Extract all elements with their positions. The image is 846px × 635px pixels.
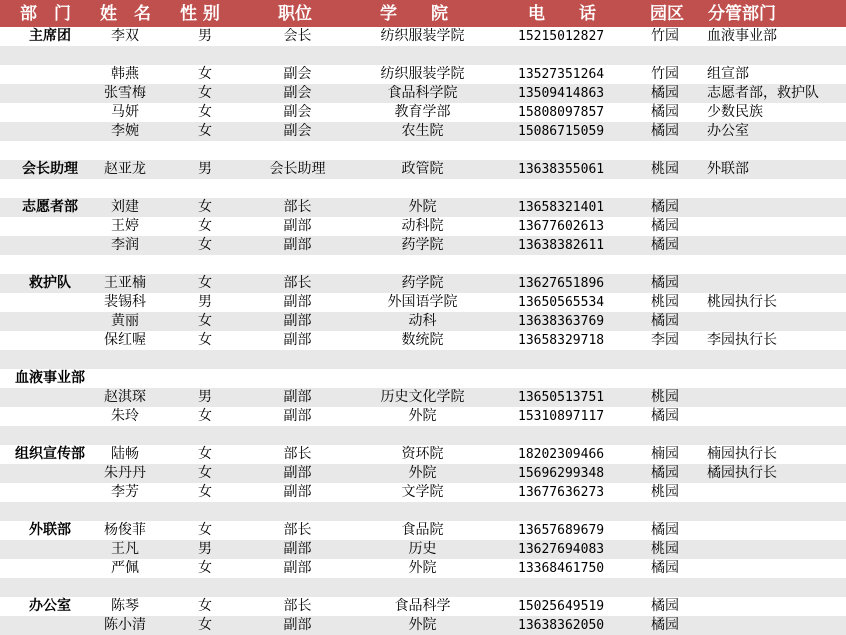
college-cell[interactable]: 食品科学	[394, 598, 451, 614]
phone-cell[interactable]: 13658321401	[518, 200, 605, 215]
title-cell[interactable]	[250, 255, 345, 274]
table-row	[0, 274, 846, 293]
charge-cell[interactable]	[707, 312, 846, 331]
charge-cell[interactable]: 楠园执行长	[707, 446, 777, 462]
table-row	[0, 464, 846, 483]
phone-cell[interactable]: 13638362050	[518, 618, 605, 633]
table-row	[0, 217, 846, 236]
campus-cell[interactable]: 橘园	[651, 275, 679, 291]
table-row	[0, 179, 846, 198]
phone-cell[interactable]: 13677602613	[518, 219, 605, 234]
header-campus[interactable]: 园区	[650, 4, 684, 24]
campus-cell[interactable]: 桃园	[651, 541, 679, 557]
gender-cell[interactable]: 男	[198, 294, 212, 310]
title-cell[interactable]: 副会	[283, 66, 312, 82]
charge-cell[interactable]	[707, 559, 846, 578]
name-cell[interactable]: 李润	[111, 237, 139, 253]
table-row	[0, 521, 846, 540]
college-cell[interactable]: 动科	[408, 313, 437, 329]
charge-cell[interactable]: 外联部	[707, 161, 749, 177]
title-cell[interactable]	[250, 426, 345, 445]
charge-cell[interactable]	[707, 46, 846, 65]
dept-cell[interactable]: 外联部	[29, 522, 71, 538]
gender-cell[interactable]: 女	[198, 484, 212, 500]
charge-cell[interactable]	[707, 502, 846, 521]
table-row	[0, 578, 846, 597]
college-cell[interactable]: 资环院	[401, 446, 444, 462]
gender-cell[interactable]: 女	[198, 218, 212, 234]
phone-cell[interactable]: 13658329718	[518, 333, 605, 348]
table-row	[0, 312, 846, 331]
table-row	[0, 65, 846, 84]
name-cell[interactable]	[90, 179, 160, 198]
gender-cell[interactable]: 男	[198, 541, 212, 557]
campus-cell[interactable]: 橘园	[651, 465, 679, 481]
dept-cell[interactable]	[0, 236, 100, 255]
title-cell[interactable]: 副部	[283, 313, 312, 329]
phone-cell[interactable]	[518, 141, 628, 160]
dept-cell[interactable]	[0, 255, 100, 274]
table-row	[0, 559, 846, 578]
college-cell[interactable]	[355, 46, 490, 65]
college-cell[interactable]	[355, 502, 490, 521]
phone-cell[interactable]	[518, 369, 628, 388]
name-cell[interactable]: 李芳	[111, 484, 139, 500]
phone-cell[interactable]	[518, 350, 628, 369]
title-cell[interactable]: 副部	[283, 465, 312, 481]
header-name[interactable]: 姓 名	[100, 4, 151, 24]
phone-cell[interactable]: 13657689679	[518, 523, 605, 538]
dept-cell[interactable]	[0, 464, 100, 483]
college-cell[interactable]: 外院	[408, 199, 437, 215]
name-cell[interactable]: 王亚楠	[104, 275, 146, 291]
gender-cell[interactable]	[185, 141, 225, 160]
header-charge[interactable]: 分管部门	[708, 4, 776, 24]
title-cell[interactable]	[250, 141, 345, 160]
phone-cell[interactable]: 15086715059	[518, 124, 605, 139]
table-row	[0, 122, 846, 141]
college-cell[interactable]: 动科院	[401, 218, 444, 234]
campus-cell[interactable]: 橘园	[651, 199, 679, 215]
gender-cell[interactable]: 女	[198, 332, 212, 348]
dept-cell[interactable]	[0, 103, 100, 122]
dept-cell[interactable]: 会长助理	[22, 161, 78, 177]
table-row	[0, 236, 846, 255]
name-cell[interactable]: 王婷	[111, 218, 139, 234]
title-cell[interactable]	[250, 46, 345, 65]
title-cell[interactable]: 会长	[283, 28, 312, 44]
college-cell[interactable]: 文学院	[401, 484, 444, 500]
dept-cell[interactable]	[0, 179, 100, 198]
table-row	[0, 445, 846, 464]
dept-cell[interactable]	[0, 350, 100, 369]
table-row	[0, 331, 846, 350]
charge-cell[interactable]	[707, 521, 846, 540]
campus-cell[interactable]	[651, 141, 696, 160]
charge-cell[interactable]	[707, 179, 846, 198]
dept-cell[interactable]: 志愿者部	[22, 199, 78, 215]
dept-cell[interactable]	[0, 217, 100, 236]
campus-cell[interactable]: 橘园	[651, 313, 679, 329]
gender-cell[interactable]	[185, 502, 225, 521]
campus-cell[interactable]: 竹园	[651, 66, 679, 82]
table-row	[0, 141, 846, 160]
title-cell[interactable]: 副部	[283, 541, 312, 557]
campus-cell[interactable]: 橘园	[651, 522, 679, 538]
charge-cell[interactable]: 组宣部	[707, 66, 749, 82]
title-cell[interactable]: 部长	[283, 598, 312, 614]
charge-cell[interactable]	[707, 540, 846, 559]
college-cell[interactable]: 外院	[408, 408, 437, 424]
charge-cell[interactable]	[707, 407, 846, 426]
college-cell[interactable]: 数统院	[401, 332, 444, 348]
phone-cell[interactable]: 13650565534	[518, 295, 605, 310]
name-cell[interactable]: 朱丹丹	[104, 465, 146, 481]
phone-cell[interactable]: 13638382611	[518, 238, 605, 253]
college-cell[interactable]: 农生院	[401, 123, 444, 139]
college-cell[interactable]: 外院	[408, 465, 437, 481]
campus-cell[interactable]: 橘园	[651, 123, 679, 139]
college-cell[interactable]: 外院	[408, 560, 437, 576]
college-cell[interactable]: 药学院	[401, 237, 444, 253]
phone-cell[interactable]: 13527351264	[518, 67, 605, 82]
dept-cell[interactable]	[0, 540, 100, 559]
college-cell[interactable]: 纺织服装学院	[380, 66, 465, 82]
charge-cell[interactable]: 桃园执行长	[707, 294, 777, 310]
table-row	[0, 426, 846, 445]
phone-cell[interactable]	[518, 578, 628, 597]
charge-cell[interactable]: 少数民族	[707, 104, 763, 120]
gender-cell[interactable]	[185, 369, 225, 388]
header-college[interactable]: 学 院	[380, 4, 448, 24]
name-cell[interactable]: 杨俊菲	[104, 522, 146, 538]
college-cell[interactable]	[355, 578, 490, 597]
college-cell[interactable]	[355, 426, 490, 445]
title-cell[interactable]: 副部	[283, 332, 312, 348]
name-cell[interactable]	[90, 502, 160, 521]
header-gender[interactable]: 性 别	[180, 4, 220, 24]
dept-cell[interactable]	[0, 388, 100, 407]
title-cell[interactable]: 副部	[283, 408, 312, 424]
gender-cell[interactable]	[185, 350, 225, 369]
title-cell[interactable]: 副部	[283, 218, 312, 234]
name-cell[interactable]	[90, 350, 160, 369]
phone-cell[interactable]: 13650513751	[518, 390, 605, 405]
campus-cell[interactable]: 橘园	[651, 104, 679, 120]
campus-cell[interactable]	[651, 369, 696, 388]
dept-cell[interactable]	[0, 65, 100, 84]
dept-cell[interactable]	[0, 407, 100, 426]
college-cell[interactable]	[355, 255, 490, 274]
title-cell[interactable]: 副会	[283, 123, 312, 139]
name-cell[interactable]: 赵亚龙	[104, 161, 146, 177]
charge-cell[interactable]: 血液事业部	[707, 28, 777, 44]
charge-cell[interactable]: 李园执行长	[707, 332, 777, 348]
charge-cell[interactable]	[707, 388, 846, 407]
campus-cell[interactable]: 桃园	[651, 484, 679, 500]
name-cell[interactable]: 陆畅	[111, 446, 139, 462]
college-cell[interactable]: 教育学部	[394, 104, 451, 120]
title-cell[interactable]: 部长	[283, 275, 312, 291]
campus-cell[interactable]: 楠园	[651, 446, 679, 462]
college-cell[interactable]: 食品科学院	[387, 85, 458, 101]
header-phone[interactable]: 电 话	[528, 4, 596, 24]
charge-cell[interactable]	[707, 426, 846, 445]
campus-cell[interactable]: 橘园	[651, 237, 679, 253]
campus-cell[interactable]: 橘园	[651, 408, 679, 424]
charge-cell[interactable]	[707, 483, 846, 502]
campus-cell[interactable]	[651, 46, 696, 65]
name-cell[interactable]: 陈小清	[104, 617, 146, 633]
college-cell[interactable]	[355, 369, 490, 388]
header-title[interactable]: 职位	[278, 4, 312, 24]
name-cell[interactable]	[90, 141, 160, 160]
name-cell[interactable]: 刘建	[111, 199, 139, 215]
header-dept[interactable]: 部 门	[20, 4, 71, 24]
title-cell[interactable]: 副会	[283, 104, 312, 120]
dept-cell[interactable]	[0, 84, 100, 103]
charge-cell[interactable]	[707, 236, 846, 255]
title-cell[interactable]: 副部	[283, 237, 312, 253]
table-row	[0, 369, 846, 388]
gender-cell[interactable]: 女	[198, 66, 212, 82]
phone-cell[interactable]: 15696299348	[518, 466, 605, 481]
gender-cell[interactable]: 女	[198, 199, 212, 215]
table-row	[0, 540, 846, 559]
campus-cell[interactable]: 橘园	[651, 617, 679, 633]
table-row	[0, 293, 846, 312]
gender-cell[interactable]: 女	[198, 313, 212, 329]
name-cell[interactable]: 赵淇琛	[104, 389, 146, 405]
campus-cell[interactable]: 橘园	[651, 560, 679, 576]
title-cell[interactable]: 部长	[283, 522, 312, 538]
name-cell[interactable]: 李婉	[111, 123, 139, 139]
dept-cell[interactable]	[0, 426, 100, 445]
charge-cell[interactable]	[707, 274, 846, 293]
name-cell[interactable]: 李双	[111, 28, 139, 44]
table-row	[0, 255, 846, 274]
phone-cell[interactable]: 13627651896	[518, 276, 605, 291]
phone-cell[interactable]: 15025649519	[518, 599, 605, 614]
table-row	[0, 103, 846, 122]
gender-cell[interactable]: 男	[198, 28, 212, 44]
name-cell[interactable]	[90, 369, 160, 388]
phone-cell[interactable]: 18202309466	[518, 447, 605, 462]
dept-cell[interactable]	[0, 46, 100, 65]
title-cell[interactable]: 副部	[283, 294, 312, 310]
gender-cell[interactable]: 女	[198, 408, 212, 424]
table-row	[0, 388, 846, 407]
gender-cell[interactable]: 女	[198, 465, 212, 481]
title-cell[interactable]: 部长	[283, 446, 312, 462]
table-row	[0, 46, 846, 65]
college-cell[interactable]	[355, 350, 490, 369]
gender-cell[interactable]	[185, 179, 225, 198]
charge-cell[interactable]	[707, 141, 846, 160]
charge-cell[interactable]	[707, 578, 846, 597]
phone-cell[interactable]	[518, 46, 628, 65]
campus-cell[interactable]: 橘园	[651, 85, 679, 101]
college-cell[interactable]: 外国语学院	[387, 294, 458, 310]
dept-cell[interactable]: 主席团	[29, 28, 71, 44]
dept-cell[interactable]	[0, 559, 100, 578]
title-cell[interactable]: 部长	[283, 199, 312, 215]
campus-cell[interactable]: 李园	[651, 332, 679, 348]
table-row	[0, 160, 846, 179]
dept-cell[interactable]: 组织宣传部	[15, 446, 85, 462]
charge-cell[interactable]	[707, 198, 846, 217]
table-row	[0, 483, 846, 502]
gender-cell[interactable]: 女	[198, 85, 212, 101]
table-row	[0, 84, 846, 103]
name-cell[interactable]	[90, 578, 160, 597]
phone-cell[interactable]: 13509414863	[518, 86, 605, 101]
gender-cell[interactable]: 男	[198, 389, 212, 405]
charge-cell[interactable]	[707, 369, 846, 388]
name-cell[interactable]: 王凡	[111, 541, 139, 557]
campus-cell[interactable]	[651, 255, 696, 274]
phone-cell[interactable]: 13638355061	[518, 162, 605, 177]
title-cell[interactable]	[250, 369, 345, 388]
campus-cell[interactable]	[651, 350, 696, 369]
gender-cell[interactable]: 女	[198, 617, 212, 633]
phone-cell[interactable]: 13627694083	[518, 542, 605, 557]
name-cell[interactable]: 严佩	[111, 560, 139, 576]
phone-cell[interactable]	[518, 502, 628, 521]
campus-cell[interactable]	[651, 502, 696, 521]
campus-cell[interactable]	[651, 578, 696, 597]
college-cell[interactable]: 历史	[408, 541, 437, 557]
dept-cell[interactable]	[0, 616, 100, 635]
dept-cell[interactable]	[0, 293, 100, 312]
dept-cell[interactable]	[0, 122, 100, 141]
college-cell[interactable]: 食品院	[401, 522, 444, 538]
college-cell[interactable]: 历史文化学院	[380, 389, 465, 405]
campus-cell[interactable]: 桃园	[651, 294, 679, 310]
name-cell[interactable]: 裴锡科	[104, 294, 146, 310]
charge-cell[interactable]: 志愿者部，救护队	[707, 85, 819, 101]
title-cell[interactable]: 会长助理	[269, 161, 326, 177]
phone-cell[interactable]: 13677636273	[518, 485, 605, 500]
college-cell[interactable]: 药学院	[401, 275, 444, 291]
name-cell[interactable]: 黄丽	[111, 313, 139, 329]
charge-cell[interactable]	[707, 217, 846, 236]
table-row	[0, 350, 846, 369]
charge-cell[interactable]	[707, 597, 846, 616]
title-cell[interactable]	[250, 179, 345, 198]
charge-cell[interactable]	[707, 616, 846, 635]
college-cell[interactable]: 纺织服装学院	[380, 28, 465, 44]
college-cell[interactable]	[355, 141, 490, 160]
table-row	[0, 616, 846, 635]
charge-cell[interactable]	[707, 255, 846, 274]
gender-cell[interactable]: 女	[198, 237, 212, 253]
title-cell[interactable]	[250, 350, 345, 369]
gender-cell[interactable]	[185, 255, 225, 274]
name-cell[interactable]: 韩燕	[111, 66, 139, 82]
campus-cell[interactable]: 桃园	[651, 389, 679, 405]
gender-cell[interactable]	[185, 426, 225, 445]
title-cell[interactable]: 副会	[283, 85, 312, 101]
title-cell[interactable]	[250, 578, 345, 597]
phone-cell[interactable]: 15808097857	[518, 105, 605, 120]
name-cell[interactable]: 保红喔	[104, 332, 146, 348]
campus-cell[interactable]: 桃园	[651, 161, 679, 177]
dept-cell[interactable]	[0, 312, 100, 331]
gender-cell[interactable]	[185, 578, 225, 597]
dept-cell[interactable]: 血液事业部	[15, 370, 85, 386]
dept-cell[interactable]: 救护队	[29, 275, 71, 291]
dept-cell[interactable]	[0, 502, 100, 521]
title-cell[interactable]: 副部	[283, 389, 312, 405]
dept-cell[interactable]	[0, 578, 100, 597]
table-row	[0, 597, 846, 616]
gender-cell[interactable]: 女	[198, 275, 212, 291]
phone-cell[interactable]: 13368461750	[518, 561, 605, 576]
phone-cell[interactable]	[518, 179, 628, 198]
table-row	[0, 27, 846, 46]
gender-cell[interactable]	[185, 46, 225, 65]
charge-cell[interactable]	[707, 350, 846, 369]
campus-cell[interactable]: 橘园	[651, 218, 679, 234]
college-cell[interactable]: 政管院	[401, 161, 444, 177]
gender-cell[interactable]: 女	[198, 123, 212, 139]
campus-cell[interactable]: 竹园	[651, 28, 679, 44]
table-row	[0, 502, 846, 521]
dept-cell[interactable]	[0, 483, 100, 502]
title-cell[interactable]: 副部	[283, 617, 312, 633]
name-cell[interactable]: 张雪梅	[104, 85, 146, 101]
table-row	[0, 407, 846, 426]
phone-cell[interactable]: 15310897117	[518, 409, 605, 424]
phone-cell[interactable]: 13638363769	[518, 314, 605, 329]
campus-cell[interactable]: 橘园	[651, 598, 679, 614]
gender-cell[interactable]: 女	[198, 522, 212, 538]
name-cell[interactable]	[90, 46, 160, 65]
name-cell[interactable]: 马妍	[111, 104, 139, 120]
phone-cell[interactable]	[518, 426, 628, 445]
phone-cell[interactable]: 15215012827	[518, 29, 605, 44]
charge-cell[interactable]: 橘园执行长	[707, 465, 777, 481]
phone-cell[interactable]	[518, 255, 628, 274]
title-cell[interactable]	[250, 502, 345, 521]
header-row	[0, 0, 846, 27]
gender-cell[interactable]: 女	[198, 446, 212, 462]
campus-cell[interactable]	[651, 179, 696, 198]
gender-cell[interactable]: 女	[198, 104, 212, 120]
title-cell[interactable]: 副部	[283, 484, 312, 500]
gender-cell[interactable]: 女	[198, 560, 212, 576]
name-cell[interactable]: 朱玲	[111, 408, 139, 424]
college-cell[interactable]	[355, 179, 490, 198]
table-row	[0, 198, 846, 217]
gender-cell[interactable]: 女	[198, 598, 212, 614]
name-cell[interactable]	[90, 426, 160, 445]
college-cell[interactable]: 外院	[408, 617, 437, 633]
name-cell[interactable]: 陈琴	[111, 598, 139, 614]
dept-cell[interactable]	[0, 331, 100, 350]
name-cell[interactable]	[90, 255, 160, 274]
title-cell[interactable]: 副部	[283, 560, 312, 576]
charge-cell[interactable]: 办公室	[707, 123, 749, 139]
gender-cell[interactable]: 男	[198, 161, 212, 177]
dept-cell[interactable]	[0, 141, 100, 160]
campus-cell[interactable]	[651, 426, 696, 445]
dept-cell[interactable]: 办公室	[29, 598, 71, 614]
